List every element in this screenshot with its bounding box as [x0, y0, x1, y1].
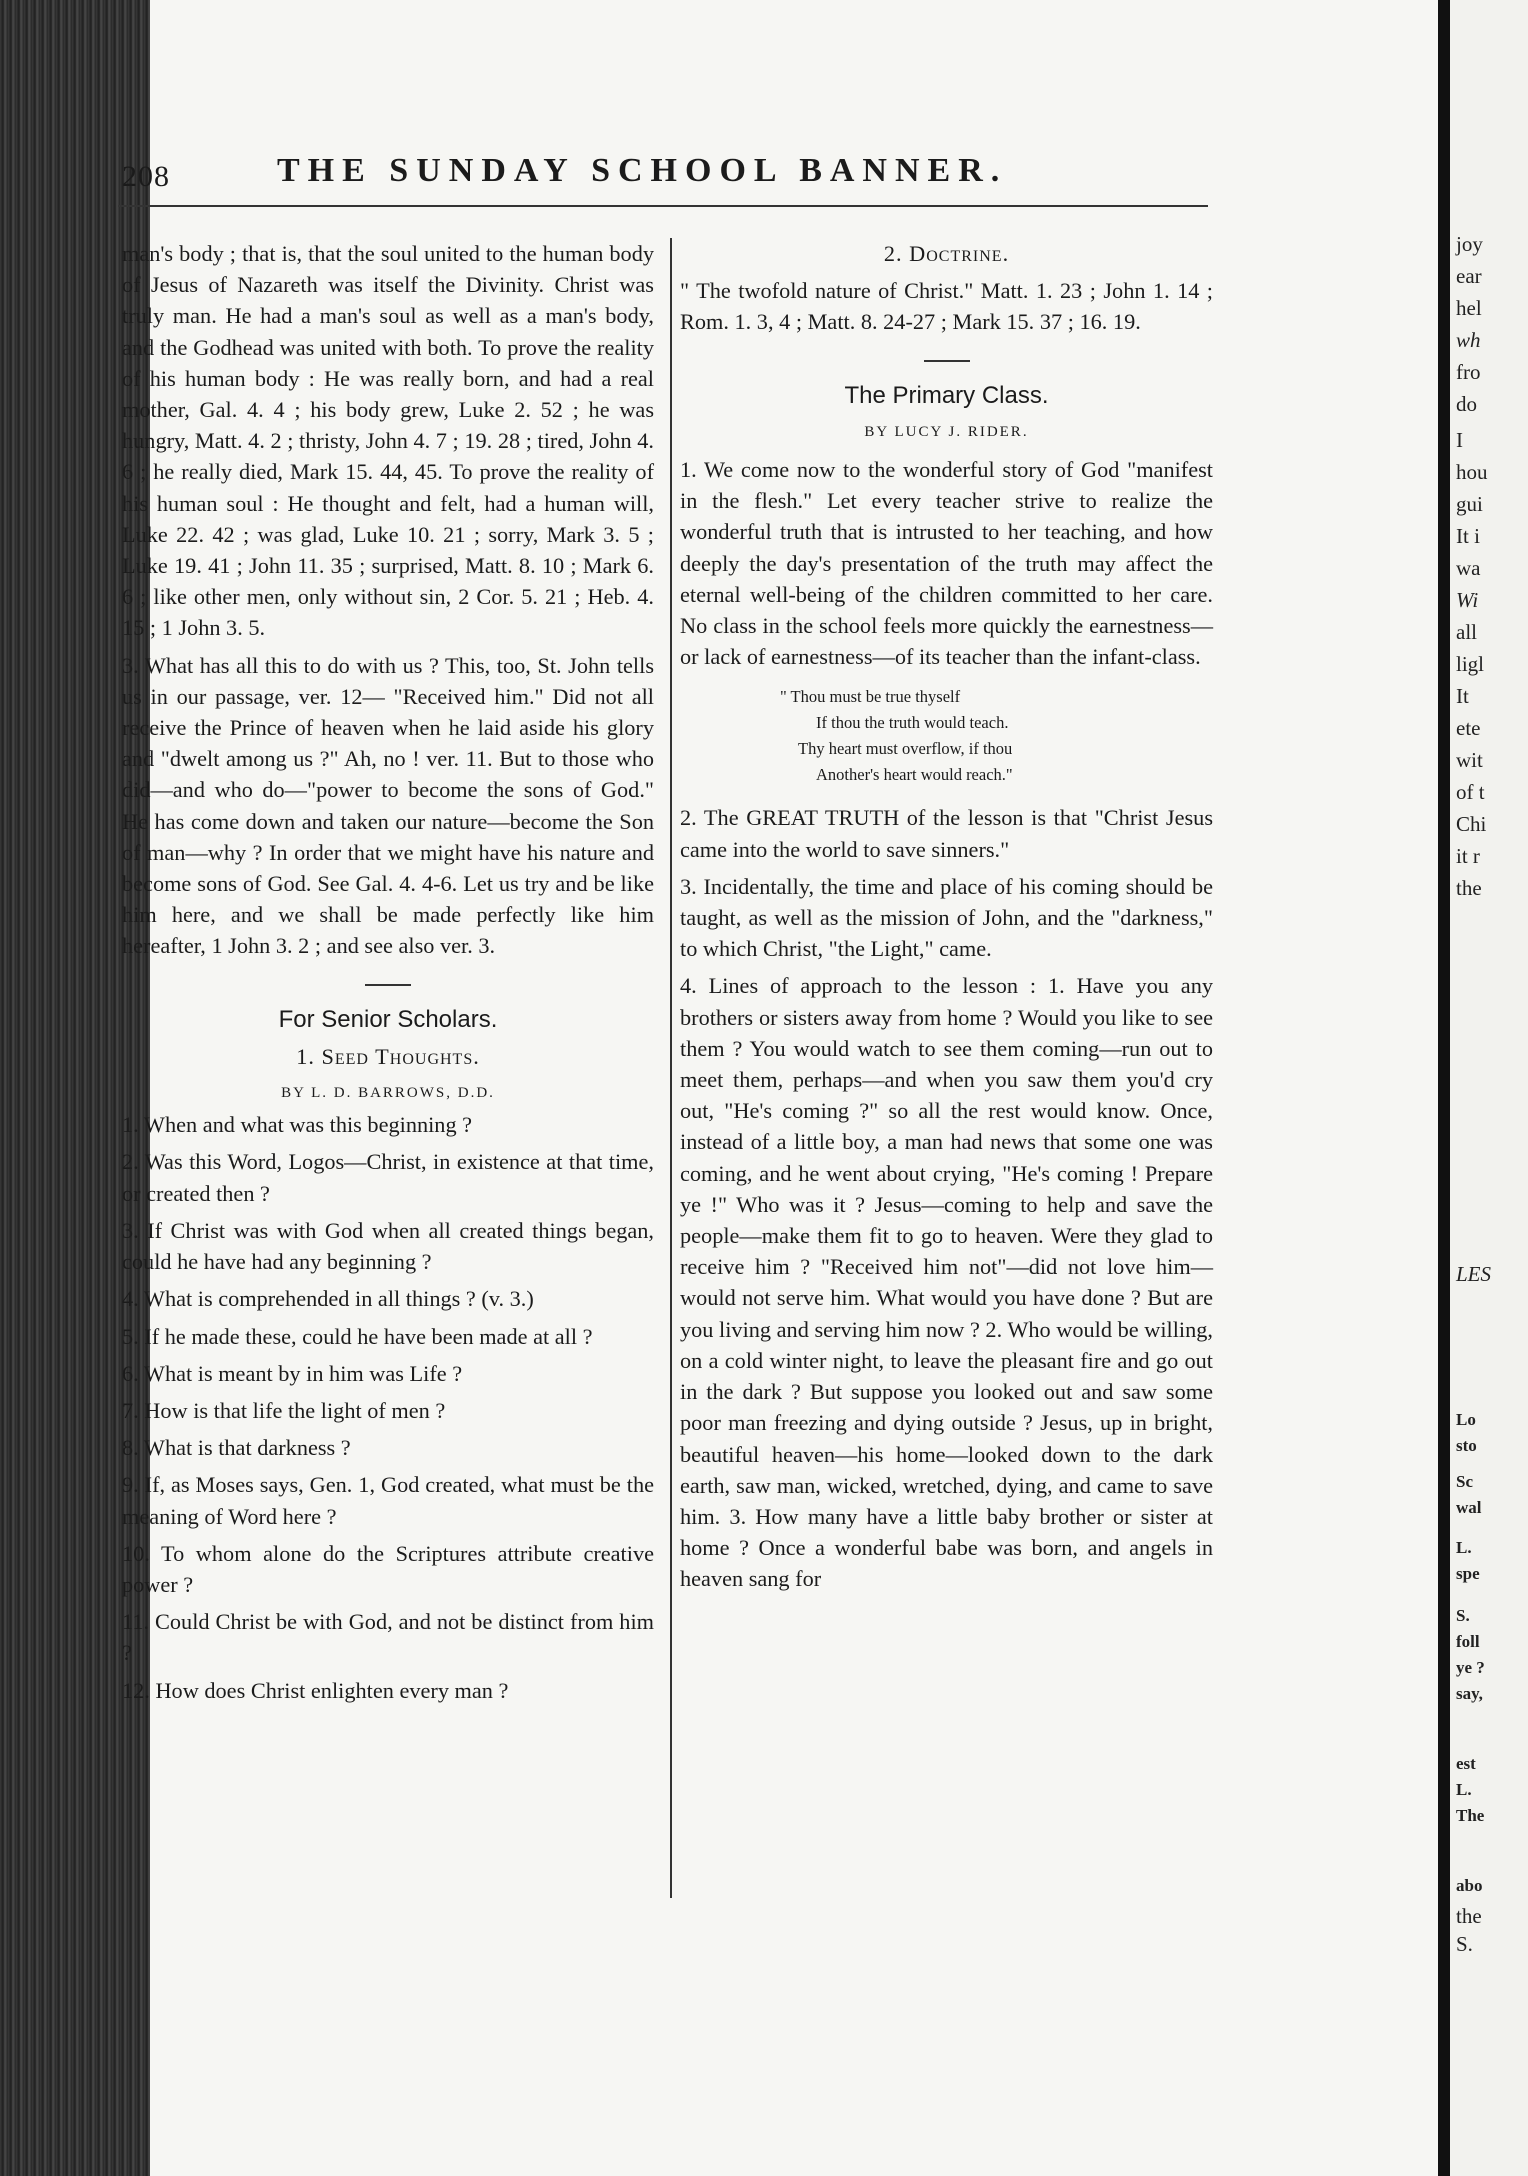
poem-line: Another's heart would reach."	[816, 765, 1013, 785]
facing-page-fragment: S.	[1456, 1932, 1473, 1956]
senior-scholars-heading: For Senior Scholars.	[278, 1005, 498, 1033]
header-rule	[118, 205, 1208, 207]
primary-class-byline: BY LUCY J. RIDER.	[864, 423, 1029, 440]
facing-page-fragment: Chi	[1456, 812, 1487, 836]
facing-page-fragment: Sc	[1456, 1472, 1473, 1491]
question-item: 11. Could Christ be with God, and not be distinct from him ?	[122, 1609, 654, 1666]
facing-page-fragment: It	[1456, 684, 1469, 708]
doctrine-heading: 2. Doctrine.	[883, 241, 1010, 266]
paragraph-what-to-do-with-us: 3. What has all this to do with us ? This, too, St. John tells us in our passage, ver. 12— "Received him." Did not all receive the Prince of heaven when he laid aside his glory and "dwelt among us ?" Ah, no ! ver. 11. But to those who did—and who do—"power to become the sons of God." He has come down and taken our nature—become the Son of man—why ? In order that we might have his nature and become sons of God. See Gal. 4. 4-6. Let us try and be like him here, and we shall be made perfectly like him hereafter, 1 John 3. 2 ; and see also ver. 3.	[122, 652, 654, 959]
facing-page-fragment: hou	[1456, 460, 1488, 484]
question-item: 6. What is meant by in him was Life ?	[122, 1360, 463, 1386]
paragraph-human-nature: man's body ; that is, that the soul united to the human body of Jesus of Nazareth was itself the Divinity. Christ was truly man. He had a man's soul as well as a man's body, and the Godhead was united with both. To prove the reality of his human body : He was really born, and had a real mother, Gal. 4. 4 ; his body grew, Luke 2. 52 ; he was hungry, Matt. 4. 2 ; thristy, John 4. 7 ; 19. 28 ; tired, John 4. 6 ; he really died, Mark 15. 44, 45. To prove the reality of his human soul : He thought and felt, had a human will, Luke 22. 42 ; was glad, Luke 10. 21 ; sorry, Mark 3. 5 ; Luke 19. 41 ; John 11. 35 ; surprised, Matt. 8. 10 ; Mark 6. 6 ; like other men, only without sin, 2 Cor. 5. 21 ; Heb. 4. 15 ; 1 John 3. 5.	[122, 241, 654, 641]
facing-page-fragment: It i	[1456, 524, 1480, 548]
poem-line: If thou the truth would teach.	[816, 713, 1009, 733]
question-item: 1. When and what was this beginning ?	[122, 1112, 473, 1138]
facing-page-fragment: Wi	[1456, 588, 1479, 612]
paragraph-manifest-in-flesh: 1. We come now to the wonderful story of God "manifest in the flesh." Let every teacher strive to realize the wonderful truth that is intrusted to her teaching, and how deeply the day's presentation of the truth may affect the eternal well-being of the children committed to her care. No class in the school feels more quickly the earnestness—or lack of earnestness—of its teacher than the infant-class.	[680, 457, 1213, 670]
facing-page-fragment: it r	[1456, 844, 1480, 868]
facing-page-fragment: I	[1456, 428, 1463, 452]
page-number: 208	[122, 160, 170, 193]
facing-page-fragment: sto	[1456, 1436, 1477, 1455]
question-item: 2. Was this Word, Logos—Christ, in existence at that time, or created then ?	[122, 1149, 654, 1206]
section-rule	[924, 360, 970, 362]
facing-page-fragment: wit	[1456, 748, 1483, 772]
question-item: 7. How is that life the light of men ?	[122, 1397, 446, 1423]
page-header	[122, 150, 1222, 210]
facing-page-fragment: LES	[1456, 1262, 1492, 1286]
facing-page-fragment: wal	[1456, 1498, 1482, 1517]
column-divider	[670, 238, 672, 1898]
facing-page-fragment: fro	[1456, 360, 1481, 384]
facing-page-fragment: ear	[1456, 264, 1482, 288]
poem-line: Thy heart must overflow, if thou	[798, 739, 1013, 759]
question-item: 10. To whom alone do the Scriptures attribute creative power ?	[122, 1540, 654, 1597]
paragraph-incidentally: 3. Incidentally, the time and place of his coming should be taught, as well as the mission of John, and the "darkness," to which Christ, "the Light," came.	[680, 873, 1213, 962]
primary-class-heading: The Primary Class.	[844, 381, 1049, 409]
seed-thoughts-byline: BY L. D. BARROWS, D.D.	[281, 1085, 495, 1102]
facing-page-fragment: the	[1456, 1904, 1482, 1928]
left-column	[122, 238, 654, 1710]
facing-page-fragment: L.	[1456, 1780, 1472, 1799]
facing-page-fragment: wa	[1456, 556, 1481, 580]
facing-page-fragment: ete	[1456, 716, 1481, 740]
question-item: 12. How does Christ enlighten every man ?	[122, 1677, 509, 1703]
facing-page-fragment: say,	[1456, 1684, 1483, 1703]
facing-page-fragment: wh	[1456, 328, 1481, 352]
facing-page-fragment: Lo	[1456, 1410, 1476, 1429]
facing-page-fragment: S.	[1456, 1606, 1470, 1625]
question-list	[122, 1109, 654, 1705]
page-gutter	[1438, 0, 1450, 2176]
facing-page-edge	[1450, 0, 1528, 2176]
facing-page-fragment: all	[1456, 620, 1477, 644]
poem-quotation	[680, 684, 1213, 788]
facing-page-fragment: foll	[1456, 1632, 1480, 1651]
question-item: 4. What is comprehended in all things ? (v. 3.)	[122, 1286, 534, 1312]
facing-page-fragment: gui	[1456, 492, 1483, 516]
facing-page-fragment: do	[1456, 392, 1477, 416]
question-item: 8. What is that darkness ?	[122, 1435, 351, 1461]
poem-line: " Thou must be true thyself	[780, 687, 961, 707]
facing-page-fragment: The	[1456, 1806, 1485, 1825]
facing-page-fragment: L.	[1456, 1538, 1472, 1557]
question-item: 9. If, as Moses says, Gen. 1, God created, what must be the meaning of Word here ?	[122, 1472, 654, 1529]
question-item: 5. If he made these, could he have been made at all ?	[122, 1323, 593, 1349]
section-rule	[365, 984, 411, 986]
facing-page-fragment: hel	[1456, 296, 1482, 320]
facing-page-fragment: ligl	[1456, 652, 1485, 676]
paragraph-great-truth: 2. The GREAT TRUTH of the lesson is that "Christ Jesus came into the world to save sinners."	[680, 805, 1213, 862]
facing-page-fragment: of t	[1456, 780, 1485, 804]
facing-page-fragment: spe	[1456, 1564, 1480, 1583]
paragraph-lines-of-approach: 4. Lines of approach to the lesson : 1. Have you any brothers or sisters away from home ? Would you like to see them ? You would watch to see them coming—run out to meet them, perhaps—and when you saw them you'd cry out, "He's coming ?" so all the rest would know. Once, instead of a little boy, a man had news that some one was coming, and he went about crying, "He's coming ! Prepare ye !" Who was it ? Jesus—coming to help and save the people—make them fit to go to heaven. Were they glad to receive him ? "Received him not"—did not love him—would not serve him. What would you have done ? But are you living and serving him now ? 2. Who would be willing, on a cold winter night, to leave the pleasant fire and go out in the dark ? But suppose you looked out and saw some poor man freezing and dying outside ? Jesus, up in bright, beautiful heaven—his home—looked down to the dark earth, saw man, wicked, wretched, dying, and came to save him. 3. How many have a little baby brother or sister at home ? Once a wonderful babe was born, and angels in heaven sang for	[680, 973, 1213, 1592]
facing-page-fragment: abo	[1456, 1876, 1483, 1895]
facing-page-fragment: est	[1456, 1754, 1476, 1773]
question-item: 3. If Christ was with God when all created things began, could he have had any beginning ?	[122, 1217, 654, 1275]
facing-page-fragment: ye ?	[1456, 1658, 1485, 1677]
facing-page-fragment: the	[1456, 876, 1482, 900]
doctrine-text: " The twofold nature of Christ." Matt. 1. 23 ; John 1. 14 ; Rom. 1. 3, 4 ; Matt. 8. 24-27 ; Mark 15. 37 ; 16. 19.	[680, 278, 1213, 335]
facing-page-fragment: joy	[1456, 232, 1483, 256]
right-column	[680, 238, 1213, 1595]
seed-thoughts-heading: 1. Seed Thoughts.	[296, 1043, 480, 1069]
running-title: THE SUNDAY SCHOOL BANNER.	[277, 152, 1008, 189]
